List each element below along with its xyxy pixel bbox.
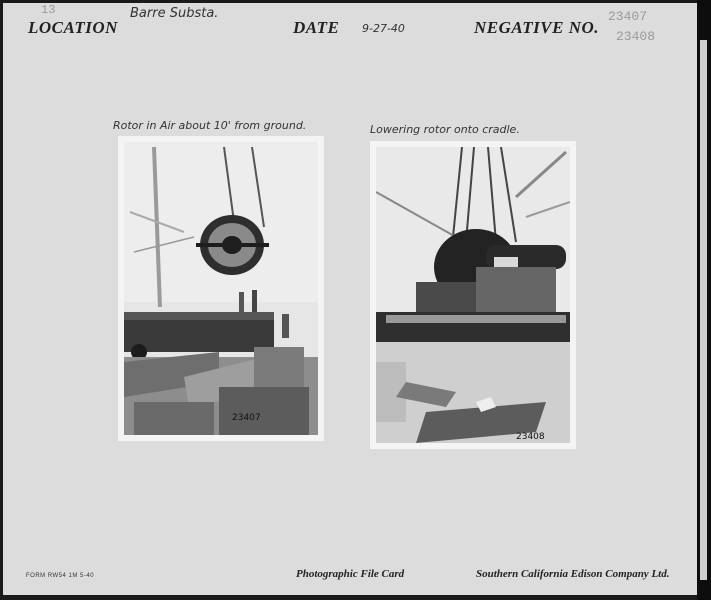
location-label: LOCATION xyxy=(28,18,118,37)
footer-title: Photographic File Card xyxy=(296,568,405,580)
rotor-in-air-image xyxy=(124,142,318,435)
location-value: Barre Substa. xyxy=(130,6,219,21)
dark-border xyxy=(697,0,711,600)
negative-mark-2: 23408 xyxy=(516,432,545,442)
photo-caption-2: Lowering rotor onto cradle. xyxy=(370,123,520,136)
corner-number: 13 xyxy=(41,3,56,17)
date-label: DATE xyxy=(293,18,340,37)
negative-number-2: 23408 xyxy=(616,29,656,44)
photo-rotor-in-air xyxy=(118,136,324,441)
footer-company: Southern California Edison Company Ltd. xyxy=(476,568,670,580)
photo-caption-1: Rotor in Air about 10' from ground. xyxy=(113,119,307,132)
form-code: FORM RW54 1M 5-40 xyxy=(26,573,95,579)
negative-label: NEGATIVE NO. xyxy=(474,18,600,37)
lowering-rotor-image xyxy=(376,147,570,443)
negative-mark-1: 23407 xyxy=(232,413,261,423)
photo-lowering-rotor xyxy=(370,141,576,449)
negative-number-1: 23407 xyxy=(608,9,648,24)
file-card xyxy=(3,3,697,595)
date-value: 9-27-40 xyxy=(362,22,405,35)
